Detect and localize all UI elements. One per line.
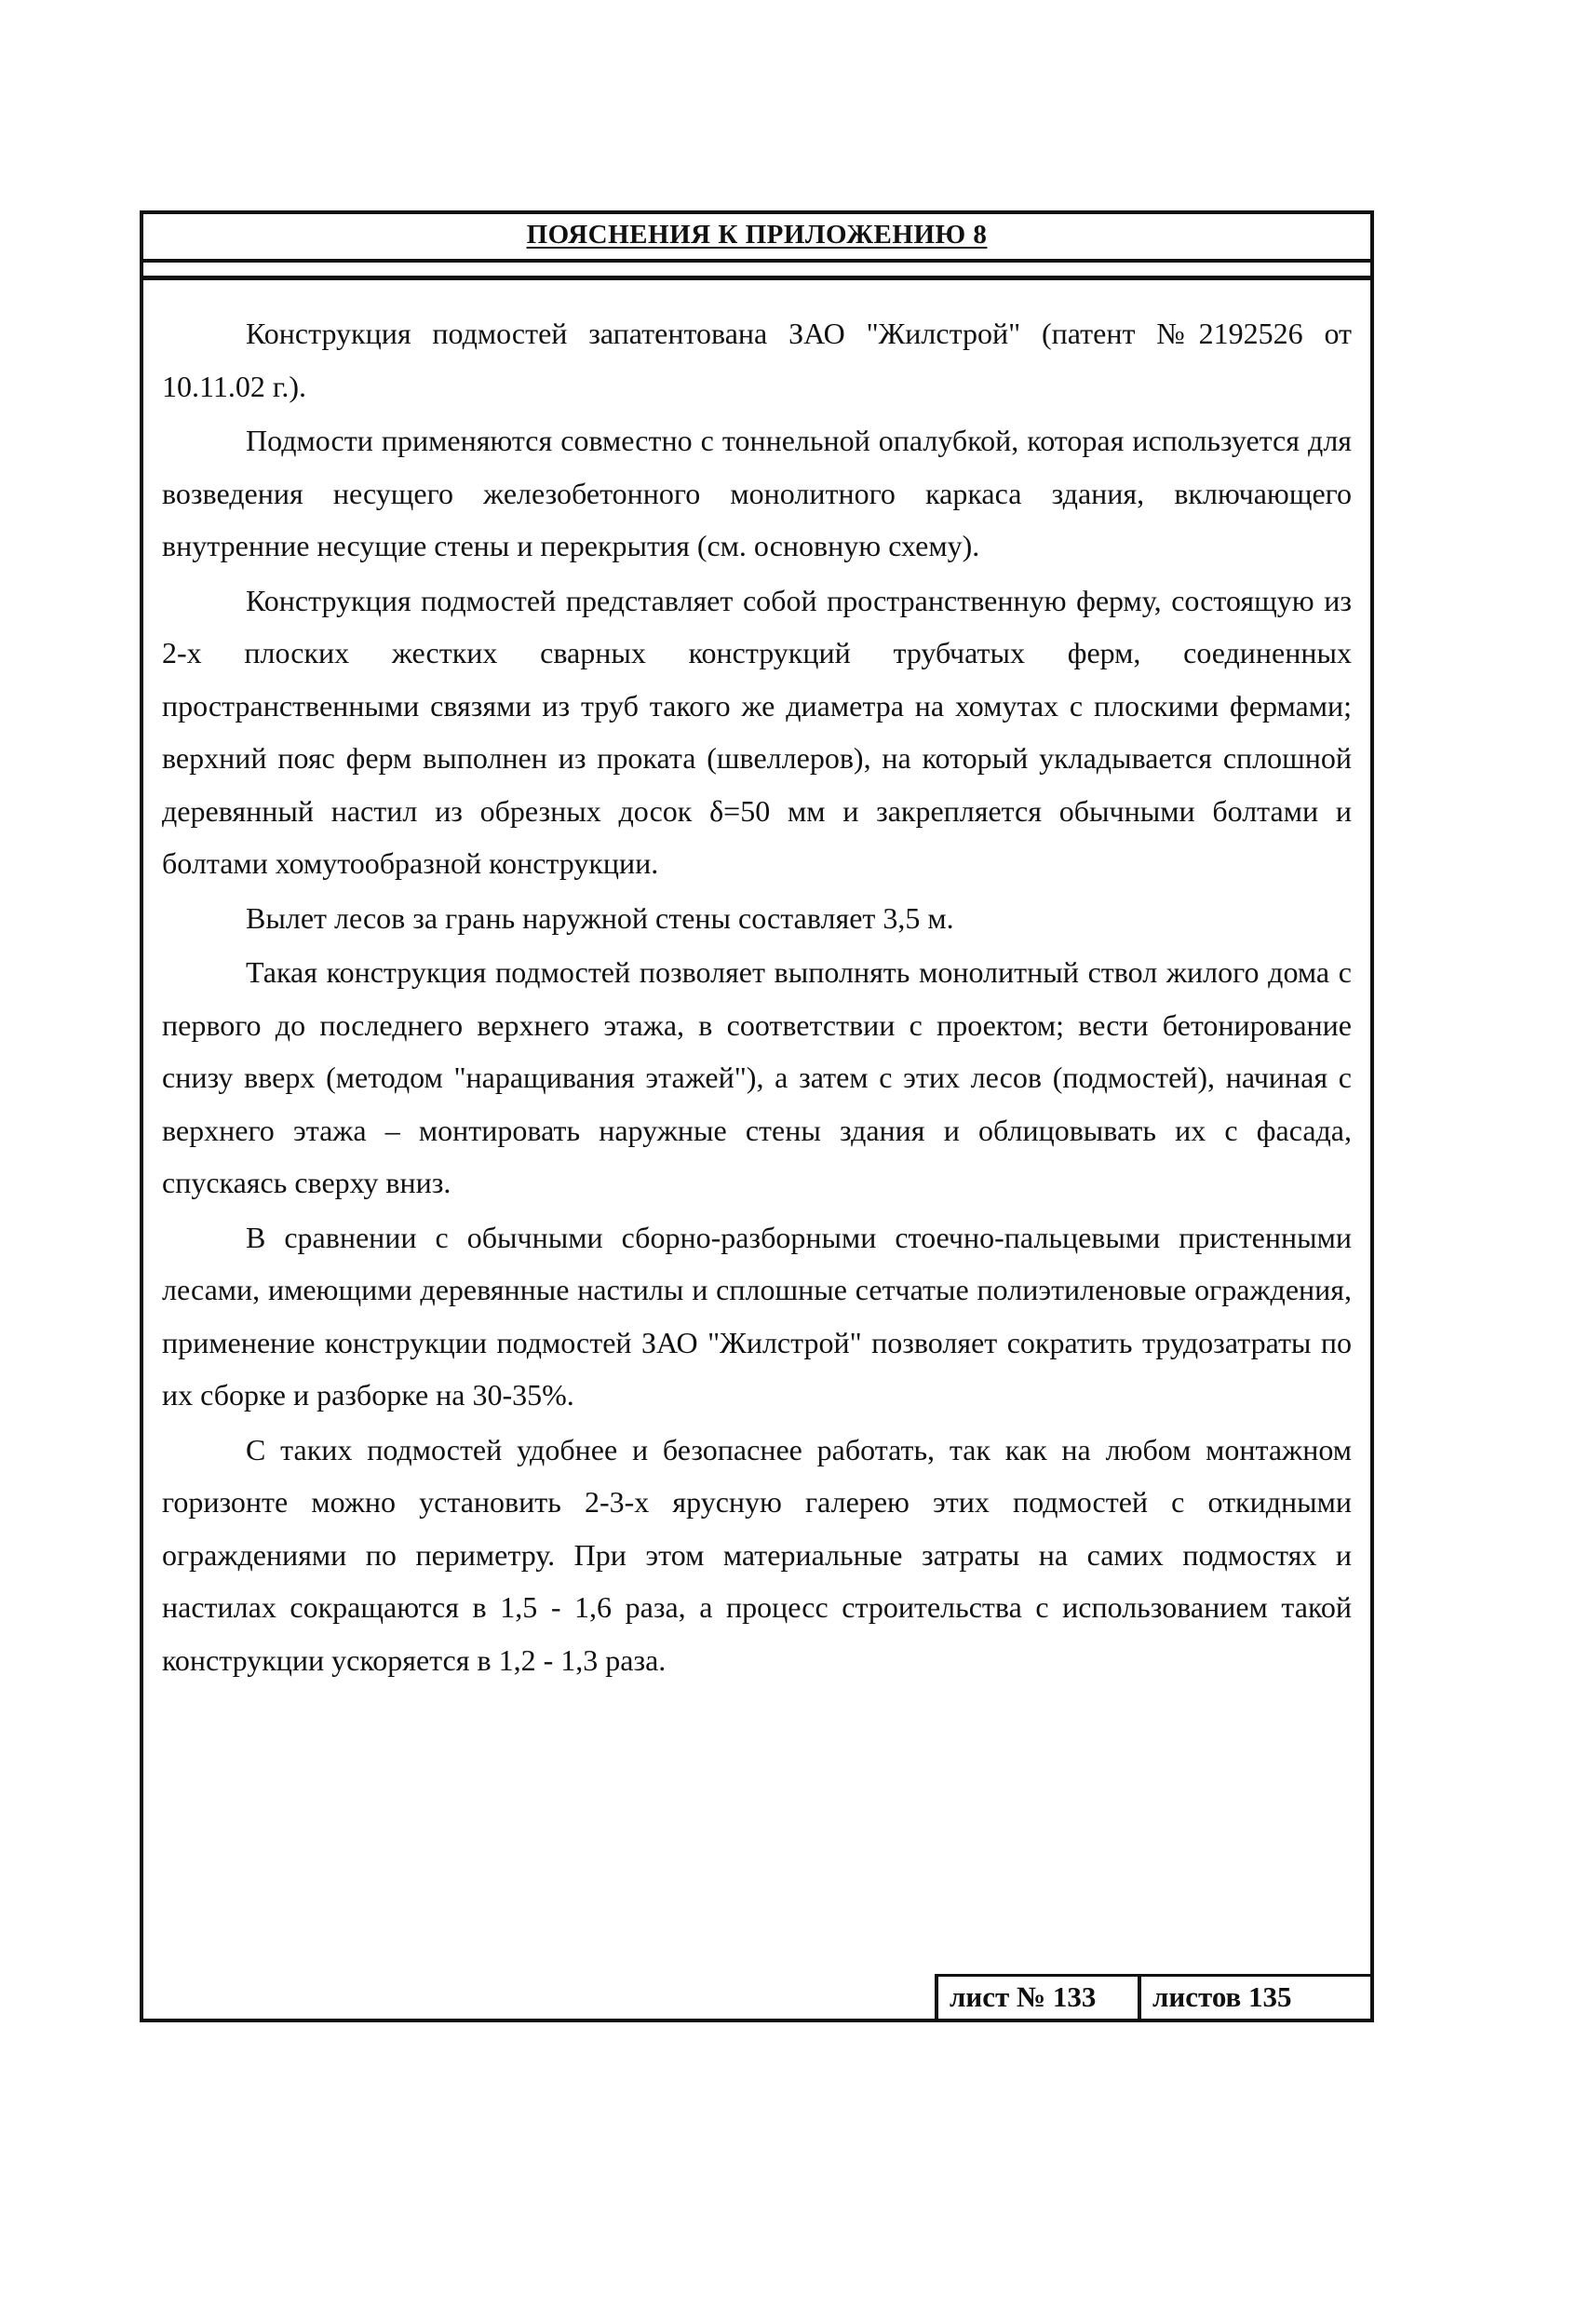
sheet-total: листов 135	[1138, 1977, 1370, 2019]
paragraph-comparison: В сравнении с обычными сборно-разборными стоечно-пальцевыми пристенными лесами, имеющими деревянные настилы и сплошные сетчатые полиэтиленовые ограждения, применение конструкции подмостей ЗАО "Жилстрой" позволяет сократить трудозатраты по их сборке и разборке на 30-35%.	[162, 1220, 1352, 1412]
title-divider	[143, 259, 1370, 280]
title-row	[143, 214, 1370, 263]
paragraph-overhang: Вылет лесов за грань наружной стены составляет 3,5 м.	[246, 900, 954, 935]
document-body	[162, 307, 1352, 1688]
paragraph-capability: Такая конструкция подмостей позволяет выполнять монолитный ствол жилого дома с первого до последнего верхнего этажа, в соответствии с проектом; вести бетонирование снизу вверх (методом "наращивания этажей"), а затем с этих лесов (подмостей), начиная с верхнего этажа – монтировать наружные стены здания и облицовывать их с фасада, спускаясь сверху вниз.	[162, 955, 1352, 1199]
paragraph-structure: Конструкция подмостей представляет собой пространственную ферму, состоящую из 2-х плоских жестких сварных конструкций трубчатых ферм, соединенных пространственными связями из труб такого же диаметра на хомутах с плоскими фермами; верхний пояс ферм выполнен из проката (швеллеров), на который укладывается сплошной деревянный настил из обрезных досок δ=50 мм и закрепляется обычными болтами и болтами хомутообразной конструкции.	[162, 583, 1352, 880]
paragraph-patent: Конструкция подмостей запатентована ЗАО "Жилстрой" (патент №2192526 от 10.11.02 г.).	[162, 317, 1352, 403]
sheet-number: лист № 133	[935, 1977, 1138, 2019]
document-title: ПОЯСНЕНИЯ К ПРИЛОЖЕНИЮ 8	[526, 220, 988, 250]
document-frame	[140, 210, 1374, 2022]
sheet-stamp	[935, 1974, 1370, 2019]
paragraph-safety: С таких подмостей удобнее и безопаснее работать, так как на любом монтажном горизонте можно установить 2-3-х ярусную галерею этих подмостей с откидными ограждениями по периметру. При этом материальные затраты на самих подмостях и настилах сокращаются в 1,5 - 1,6 раза, а процесс строительства с использованием такой конструкции ускоряется в 1,2 - 1,3 раза.	[162, 1432, 1352, 1677]
paragraph-usage: Подмости применяются совместно с тоннельной опалубкой, которая используется для возведения несущего железобетонного монолитного каркаса здания, включающего внутренние несущие стены и перекрытия (см. основную схему).	[162, 424, 1352, 562]
